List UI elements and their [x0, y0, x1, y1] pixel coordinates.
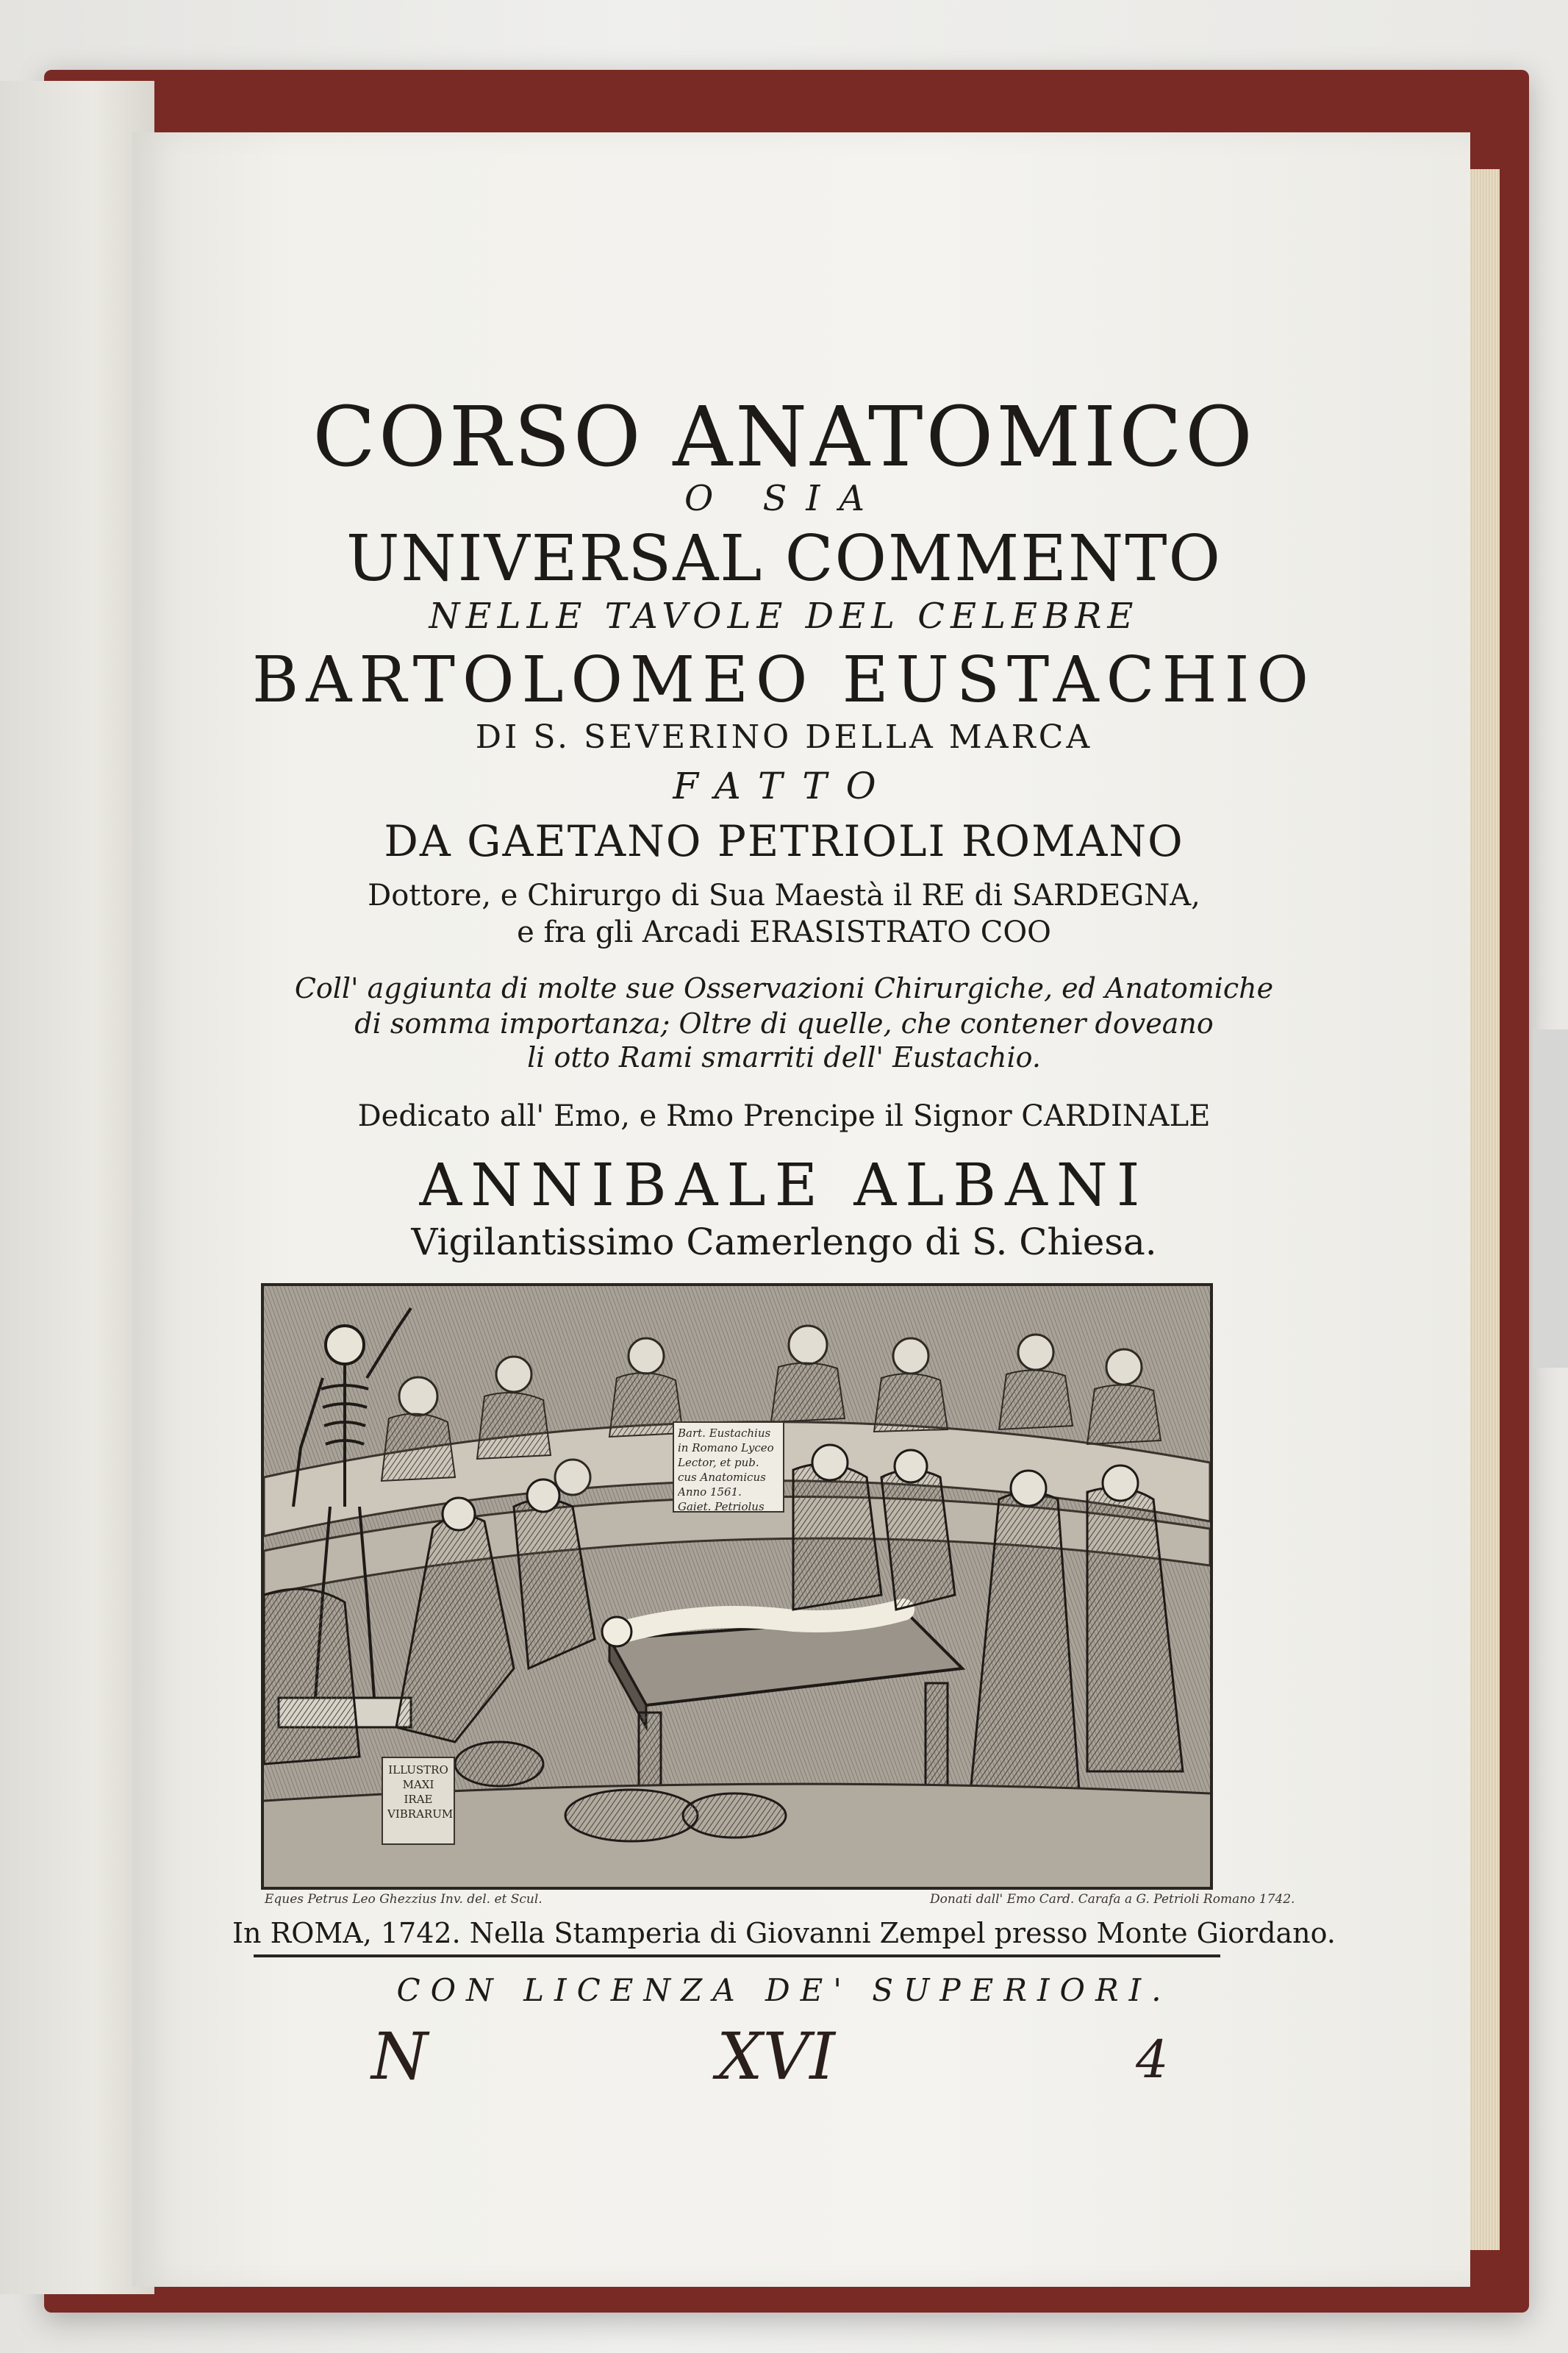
author-role-1: Dottore, e Chirurgo di Sua Maestà il RE di SARDEGNA,: [368, 879, 1200, 913]
handwritten-mark-right: 4: [1136, 2029, 1169, 2090]
addition-line-1: Coll' aggiunta di molte sue Osservazioni Chirurgiche, ed Anatomiche: [294, 972, 1274, 1004]
author-role-2: e fra gli Arcadi ERASISTRATO COO: [517, 915, 1051, 949]
divider-rule: [254, 1954, 1220, 1957]
title-line-3: UNIVERSAL COMMENTO: [346, 522, 1222, 596]
base-line: MAXI: [402, 1778, 434, 1791]
sign-line: Anno 1561.: [678, 1485, 742, 1499]
sign-line: Gaiet. Petriolus: [678, 1500, 765, 1513]
title-line-4: NELLE TAVOLE DEL CELEBRE: [429, 596, 1139, 637]
title-line-5: BARTOLOMEO EUSTACHIO: [252, 643, 1316, 717]
author-line: DA GAETANO PETRIOLI ROMANO: [384, 816, 1184, 866]
plate-pedestal-inscription: [382, 1757, 455, 1845]
plate-inscription-sign: [673, 1421, 784, 1513]
sign-line: cus Anatomicus: [678, 1471, 766, 1484]
addition-line-2: di somma importanza; Oltre di quelle, che contener doveano: [354, 1007, 1214, 1040]
imprint-line: In ROMA, 1742. Nella Stamperia di Giovanni Zempel presso Monte Giordano.: [232, 1917, 1336, 1949]
license-line: CON LICENZA DE' SUPERIORI.: [396, 1972, 1172, 2008]
title-line-2: O SIA: [684, 478, 884, 519]
sign-line: Bart. Eustachius: [678, 1427, 771, 1440]
title-line-1: CORSO ANATOMICO: [312, 390, 1256, 485]
handwritten-mark-left: N: [371, 2018, 428, 2094]
base-line: ILLUSTRO: [388, 1763, 448, 1777]
dedicatee-name: ANNIBALE ALBANI: [419, 1151, 1149, 1219]
sign-line: Lector, et pub.: [678, 1456, 759, 1469]
addition-line-3: li otto Rami smarriti dell' Eustachio.: [527, 1041, 1041, 1074]
title-line-6: DI S. SEVERINO DELLA MARCA: [475, 718, 1093, 756]
dedication-line: Dedicato all' Emo, e Rmo Prencipe il Signor CARDINALE: [357, 1099, 1211, 1133]
sign-line: in Romano Lyceo: [678, 1441, 774, 1454]
dedicatee-title: Vigilantissimo Camerlengo di S. Chiesa.: [411, 1221, 1157, 1263]
base-line: IRAE: [404, 1793, 433, 1806]
title-line-7: FATTO: [673, 765, 895, 807]
donor-credit: Donati dall' Emo Card. Carafa a G. Petrioli Romano 1742.: [930, 1892, 1295, 1907]
base-line: VIBRARUM: [387, 1807, 454, 1821]
handwritten-mark-center: XVI: [717, 2018, 835, 2094]
engraving-plate: [261, 1283, 1213, 1890]
engraver-credit: Eques Petrus Leo Ghezzius Inv. del. et Scul.: [265, 1892, 543, 1907]
